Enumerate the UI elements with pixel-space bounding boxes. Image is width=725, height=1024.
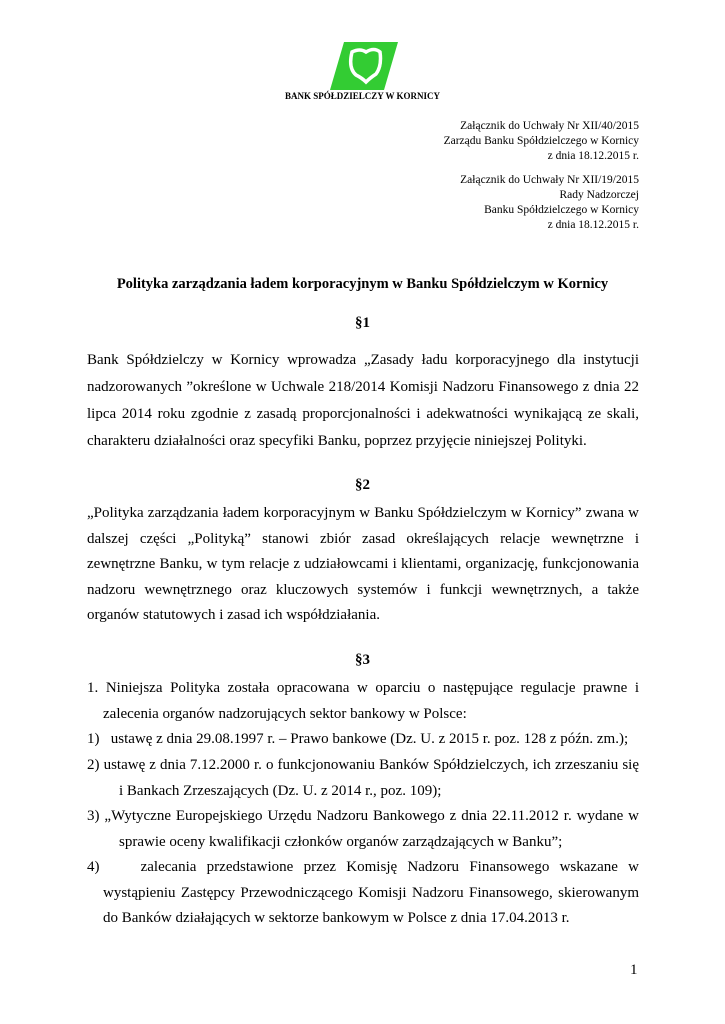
annex-line: z dnia 18.12.2015 r. (547, 219, 639, 231)
list-item (87, 727, 639, 753)
item-number: 4) (87, 859, 100, 875)
bank-logo (330, 42, 398, 90)
list-item (87, 676, 639, 727)
section-paragraph: „Polityka zarządzania ładem korporacyjnym w Banku Spółdzielczym w Kornicy” zwana w dalszej części „Polityką” stanowi zbiór zasad określających relacje wewnętrzne i zewnętrzne Banku, w tym relacje z udziałowcami i klientami, organizację, funkcjonowania nadzoru wewnętrznego oraz kluczowych systemów i funkcji wewnętrznych, a także organów statutowych i zasad ich współdziałania. (87, 505, 639, 623)
item-number: 2) (87, 757, 100, 773)
annex-line: Załącznik do Uchwały Nr XII/40/2015 (460, 120, 639, 132)
annex-line: z dnia 18.12.2015 r. (547, 150, 639, 162)
annex-line: Załącznik do Uchwały Nr XII/19/2015 (460, 174, 639, 186)
item-text: Niniejsza Polityka została opracowana w oparciu o następujące regulacje prawne i zalecenia organów nadzorujących sektor bankowy w Polsce: (103, 680, 640, 722)
annex-line: Zarządu Banku Spółdzielczego w Kornicy (443, 135, 639, 147)
annex-line: Rady Nadzorczej (559, 189, 639, 201)
item-text: ustawę z dnia 7.12.2000 r. o funkcjonowaniu Banków Spółdzielczych, ich zrzeszaniu się i Bankach Zrzeszających (Dz. U. z 2014 r., poz. 109); (103, 757, 640, 799)
section-paragraph: Bank Spółdzielczy w Kornicy wprowadza „Zasady ładu korporacyjnego dla instytucji nadzorowanych ”określone w Uchwale 218/2014 Komisji Nadzoru Finansowego z dnia 22 lipca 2014 roku zgodnie z zasadą proporcjonalności i adekwatności wynikającą ze skali, charakteru działalności oraz specyfiki Banku, poprzez przyjęcie niniejszej Polityki. (87, 352, 639, 449)
section-heading: §1 (355, 315, 370, 331)
section-heading: §2 (355, 477, 370, 493)
item-number: 1) (87, 731, 100, 747)
list-item (87, 804, 639, 855)
annex-board (444, 119, 639, 164)
item-number: 3) (87, 808, 100, 824)
annex-supervisory (460, 173, 639, 233)
section-heading: §3 (355, 652, 370, 668)
item-number: 1. (87, 680, 99, 696)
annex-line: Banku Spółdzielczego w Kornicy (484, 204, 639, 216)
list-item (87, 855, 639, 932)
item-text: „Wytyczne Europejskiego Urzędu Nadzoru Bankowego z dnia 22.11.2012 r. wydane w sprawie oceny kwalifikacji członków organów zarządzających w Banku”; (104, 808, 640, 850)
bank-name: BANK SPÓŁDZIELCZY W KORNICY (284, 91, 441, 101)
item-text: ustawę z dnia 29.08.1997 r. – Prawo bankowe (Dz. U. z 2015 r. poz. 128 z późn. zm.); (110, 731, 629, 747)
list-item (87, 753, 639, 804)
document-title: Polityka zarządzania ładem korporacyjnym w Banku Spółdzielczym w Kornicy (116, 276, 609, 292)
page-number: 1 (630, 962, 638, 978)
item-text: zalecania przedstawione przez Komisję Nadzoru Finansowego wskazane w wystąpieniu Zastępcy Przewodniczącego Komisji Nadzoru Finansowego, skierowanym do Banków działających w sektorze bankowym w Polsce z dnia 17.04.2013 r. (103, 859, 640, 926)
